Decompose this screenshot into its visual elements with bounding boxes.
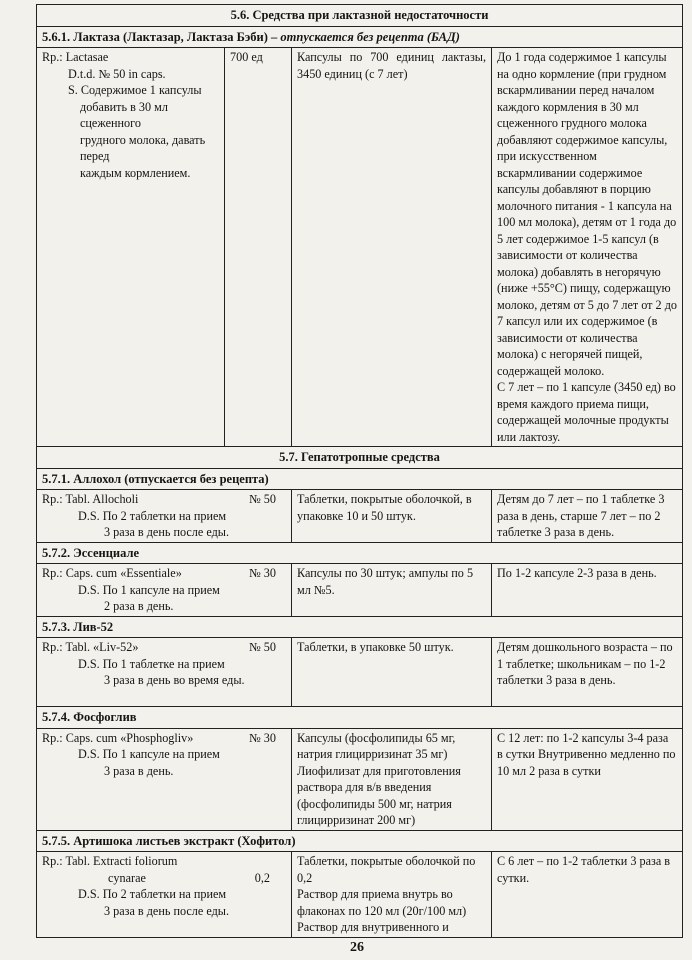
essentiale-prescription: Rp.: Caps. cum «Essentiale» № 30 D.S. По 1 капсуле на прием 2 раза в день. xyxy=(37,564,292,617)
essentiale-row xyxy=(37,564,683,617)
artichoke-prescription: Rp.: Tabl. Extracti foliorum cynarae 0,2 D.S. По 2 таблетки на прием 3 раза в день после еды. xyxy=(37,852,292,938)
allochol-prescription: Rp.: Tabl. Allocholi № 50 D.S. По 2 таблетки на прием 3 раза в день после еды. xyxy=(37,490,292,543)
page-number: 26 xyxy=(350,940,364,955)
liv52-usage: Детям дошкольного возраста – по 1 таблетке; школьникам – по 1-2 таблетки 3 раза в день. xyxy=(492,638,683,707)
essentiale-heading: 5.7.2. Эссенциале xyxy=(37,542,683,564)
lactase-row xyxy=(37,48,683,447)
lactase-prescription: Rp.: Lactasae D.t.d. № 50 in caps. S. Содержимое 1 капсулы добавить в 30 мл сцеженного грудного молока, давать перед каждым кормлением. xyxy=(37,48,225,447)
liv52-prescription: Rp.: Tabl. «Liv-52» № 50 D.S. По 1 таблетке на прием 3 раза в день во время еды. xyxy=(37,638,292,707)
liv52-row xyxy=(37,638,683,707)
lactase-usage: До 1 года содержимое 1 капсулы на одно кормление (при грудном вскармливании перед началом каждого кормления в 30 мл сцеженного грудного молока добавляют содержимое капсулы, при искусственном вскармливании содержимое капсулы добавляют в порцию молочного питания - 1 капсула на 100 мл молока), детям от 1 года до 5 лет содержимое 1-5 капсул (в зависимости от количества молока) добавлять в негорячую (ниже +55°С) пищу, содержащую молоко, детям от 5 до 7 лет от 2 до 7 капсул или их содержимое (в зависимости от количества молока) с негорячей пищей, содержащей молоко. С 7 лет – по 1 капсуле (3450 ед) во время каждого приема пищи, содержащей молочные продукты или лактозу. xyxy=(492,48,683,447)
section-title: 5.6. Средства при лактазной недостаточности xyxy=(37,5,683,27)
allochol-form: Таблетки, покрытые оболочкой, в упаковке 10 и 50 штук. xyxy=(292,490,492,543)
artichoke-usage: С 6 лет – по 1-2 таблетки 3 раза в сутки. xyxy=(492,852,683,938)
allochol-heading: 5.7.1. Аллохол (отпускается без рецепта) xyxy=(37,468,683,490)
phosphogliv-form: Капсулы (фосфолипиды 65 мг, натрия глицирризинат 35 мг) Лиофилизат для приготовления раствора для в/в введения (фосфолипиды 500 мг, натрия глицирризинат 200 мг) xyxy=(292,728,492,830)
artichoke-form: Таблетки, покрытые оболочкой по 0,2 Раствор для приема внутрь во флаконах по 120 мл (20г/100 мл) Раствор для внутривенного и xyxy=(292,852,492,938)
lactase-dose: 700 ед xyxy=(225,48,292,447)
document-page xyxy=(36,4,682,938)
phosphogliv-prescription: Rp.: Caps. cum «Phosphogliv» № 30 D.S. По 1 капсуле на прием 3 раза в день. xyxy=(37,728,292,830)
section2-title: 5.7. Гепатотропные средства xyxy=(37,447,683,469)
liv52-form: Таблетки, в упаковке 50 штук. xyxy=(292,638,492,707)
lactase-heading-note: отпускается без рецепта (БАД) xyxy=(280,29,460,44)
artichoke-heading: 5.7.5. Артишока листьев экстракт (Хофитол) xyxy=(37,830,683,852)
phosphogliv-usage: С 12 лет: по 1-2 капсулы 3-4 раза в сутки Внутривенно медленно по 10 мл 2 раза в сутки xyxy=(492,728,683,830)
drug-table xyxy=(36,4,683,938)
artichoke-row xyxy=(37,852,683,938)
phosphogliv-row xyxy=(37,728,683,830)
liv52-heading: 5.7.3. Лив-52 xyxy=(37,616,683,638)
phosphogliv-heading: 5.7.4. Фосфоглив xyxy=(37,707,683,729)
essentiale-usage: По 1-2 капсуле 2-3 раза в день. xyxy=(492,564,683,617)
allochol-usage: Детям до 7 лет – по 1 таблетке 3 раза в день, старше 7 лет – по 2 таблетке 3 раза в день. xyxy=(492,490,683,543)
lactase-form: Капсулы по 700 единиц лактазы, 3450 единиц (с 7 лет) xyxy=(292,48,492,447)
lactase-heading: 5.6.1. Лактаза (Лактазар, Лактаза Бэби) – отпускается без рецепта (БАД) xyxy=(37,26,683,48)
allochol-row xyxy=(37,490,683,543)
essentiale-form: Капсулы по 30 штук; ампулы по 5 мл №5. xyxy=(292,564,492,617)
